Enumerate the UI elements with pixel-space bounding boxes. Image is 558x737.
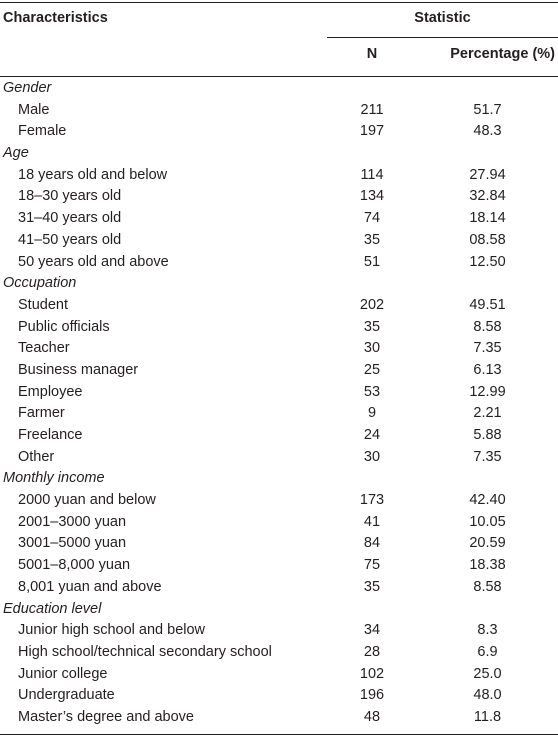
count-cell: 25 <box>363 361 381 378</box>
row-label: Junior high school and below <box>18 622 206 639</box>
count-cell: 84 <box>363 535 381 552</box>
table-row <box>0 208 558 230</box>
row-label: Junior college <box>18 665 108 682</box>
table-row <box>0 577 558 599</box>
count-cell: 9 <box>367 405 377 422</box>
count-cell: 173 <box>359 492 385 509</box>
percentage-cell: 27.94 <box>469 166 506 183</box>
row-label: 2000 yuan and below <box>18 492 156 509</box>
percentage-cell: 2.21 <box>473 405 502 422</box>
count-cell: 196 <box>359 687 385 704</box>
count-cell: 35 <box>363 231 381 248</box>
percentage-cell: 6.9 <box>477 643 498 660</box>
row-label: 50 years old and above <box>18 253 169 270</box>
percentage-cell: 32.84 <box>469 188 506 205</box>
row-label: Business manager <box>18 361 139 378</box>
header-percentage: Percentage (%) <box>450 46 555 62</box>
row-label: 31–40 years old <box>18 210 122 227</box>
header-characteristics: Characteristics <box>3 10 108 26</box>
percentage-cell: 8.3 <box>477 622 498 639</box>
count-cell: 202 <box>359 296 385 313</box>
table-row <box>0 425 558 447</box>
table-row <box>0 338 558 360</box>
percentage-cell: 6.13 <box>473 361 502 378</box>
count-cell: 30 <box>363 448 381 465</box>
table-bottom-rule <box>0 734 558 735</box>
table-row <box>0 490 558 512</box>
count-cell: 75 <box>363 557 381 574</box>
table-row <box>0 252 558 274</box>
table-row <box>0 533 558 555</box>
percentage-cell: 51.7 <box>473 101 502 118</box>
group-row <box>0 78 558 100</box>
row-label: Other <box>18 448 55 465</box>
group-row <box>0 468 558 490</box>
group-row <box>0 273 558 295</box>
percentage-cell: 08.58 <box>469 231 506 248</box>
percentage-cell: 5.88 <box>473 427 502 443</box>
table-row <box>0 230 558 252</box>
count-cell: 211 <box>360 101 384 118</box>
count-cell: 51 <box>363 253 381 270</box>
row-label: Public officials <box>18 318 110 335</box>
count-cell: 35 <box>363 578 381 595</box>
percentage-cell: 48.3 <box>473 123 502 140</box>
row-label: Male <box>18 101 50 118</box>
row-label: Undergraduate <box>18 687 115 704</box>
percentage-cell: 20.59 <box>469 535 506 552</box>
statistic-group-rule <box>327 37 558 38</box>
count-cell: 48 <box>363 708 381 725</box>
row-label: Employee <box>18 383 83 400</box>
count-cell: 34 <box>363 622 381 639</box>
row-label: 41–50 years old <box>18 231 122 248</box>
table-row <box>0 685 558 707</box>
group-label: Education level <box>3 600 102 617</box>
percentage-cell: 49.51 <box>469 296 506 313</box>
row-label: Farmer <box>18 405 65 422</box>
count-cell: 35 <box>363 318 381 335</box>
percentage-cell: 25.0 <box>473 665 502 682</box>
percentage-cell: 12.99 <box>469 383 506 400</box>
row-label: 8,001 yuan and above <box>18 578 162 595</box>
row-label: Teacher <box>18 340 70 357</box>
table-row <box>0 317 558 339</box>
table-row <box>0 447 558 469</box>
percentage-cell: 48.0 <box>473 687 502 704</box>
percentage-cell: 10.05 <box>469 513 506 530</box>
table-row <box>0 121 558 143</box>
group-label: Occupation <box>3 275 77 292</box>
percentage-cell: 18.14 <box>469 210 506 227</box>
count-cell: 41 <box>363 513 381 530</box>
row-label: 2001–3000 yuan <box>18 513 127 530</box>
count-cell: 53 <box>363 383 381 400</box>
percentage-cell: 12.50 <box>469 253 506 270</box>
count-cell: 28 <box>363 643 381 660</box>
table-row <box>0 664 558 686</box>
row-label: High school/technical secondary school <box>18 643 272 660</box>
table-row <box>0 295 558 317</box>
percentage-cell: 7.35 <box>473 340 502 357</box>
table-row <box>0 403 558 425</box>
row-label: Female <box>18 123 67 140</box>
row-label: 18 years old and below <box>18 166 168 183</box>
count-cell: 102 <box>359 665 385 682</box>
table-row <box>0 707 558 729</box>
percentage-cell: 18.38 <box>469 557 506 574</box>
count-cell: 114 <box>360 166 384 183</box>
row-label: 18–30 years old <box>18 188 122 205</box>
group-row <box>0 599 558 621</box>
table-row <box>0 186 558 208</box>
percentage-cell: 42.40 <box>469 492 506 509</box>
percentage-cell: 11.8 <box>473 708 502 725</box>
row-label: 3001–5000 yuan <box>18 535 127 552</box>
table-body <box>0 78 558 729</box>
count-cell: 134 <box>359 188 385 205</box>
table-row <box>0 512 558 534</box>
table-row <box>0 620 558 642</box>
count-cell: 24 <box>363 427 381 443</box>
count-cell: 197 <box>359 123 385 140</box>
group-label: Monthly income <box>3 470 105 487</box>
table-row <box>0 382 558 404</box>
percentage-cell: 8.58 <box>473 578 502 595</box>
group-row <box>0 143 558 165</box>
group-label: Gender <box>3 80 52 96</box>
percentage-cell: 7.35 <box>473 448 502 465</box>
group-label: Age <box>3 145 29 162</box>
table-row <box>0 100 558 122</box>
row-label: 5001–8,000 yuan <box>18 557 131 574</box>
table-top-rule <box>0 2 558 3</box>
count-cell: 30 <box>363 340 381 357</box>
row-label: Master’s degree and above <box>18 708 194 725</box>
count-cell: 74 <box>363 210 381 227</box>
row-label: Freelance <box>18 427 83 443</box>
table-row <box>0 555 558 577</box>
table-row <box>0 642 558 664</box>
header-statistic: Statistic <box>414 10 471 26</box>
header-n: N <box>366 46 378 62</box>
table-row <box>0 165 558 187</box>
row-label: Student <box>18 296 68 313</box>
percentage-cell: 8.58 <box>473 318 502 335</box>
table-row <box>0 360 558 382</box>
header-bottom-rule <box>0 76 558 77</box>
